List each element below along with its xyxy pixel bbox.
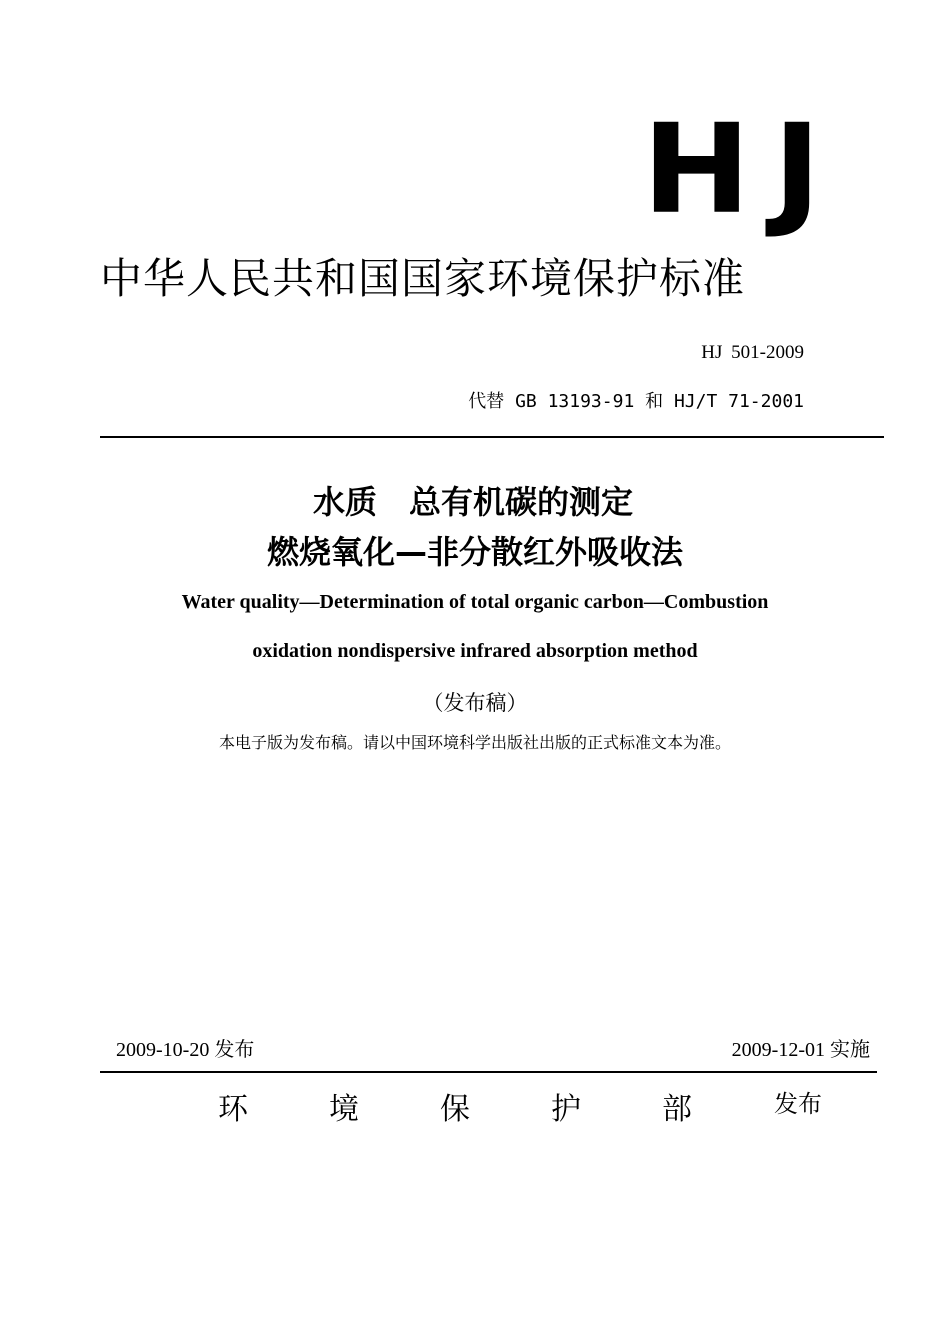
chinese-title-line-2: 燃烧氧化—非分散红外吸收法 — [266, 533, 683, 571]
hj-logo: HJ — [642, 96, 844, 242]
issuer-char: 境 — [329, 1092, 359, 1127]
draft-label: （发布稿） — [422, 691, 528, 715]
replaces-standards: 代替 GB 13193-91 和 HJ/T 71-2001 — [468, 391, 804, 412]
issuer-char: 部 — [662, 1092, 692, 1127]
issued-label: 发布 — [774, 1090, 822, 1118]
publish-date: 2009-10-20 发布 — [116, 1039, 255, 1061]
english-title-line-1: Water quality—Determination of total organic carbon—Combustion — [181, 591, 769, 613]
top-divider — [100, 436, 884, 438]
chinese-title-line-1: 水质 总有机碳的测定 — [312, 483, 633, 521]
national-standard-title: 中华人民共和国国家环境保护标准 — [100, 254, 746, 303]
issuing-authority — [218, 1090, 773, 1130]
issuer-char: 护 — [551, 1092, 581, 1127]
standard-number: HJ 501-2009 — [701, 342, 804, 363]
issuer-char: 环 — [218, 1092, 248, 1127]
bottom-divider — [100, 1071, 877, 1073]
issuer-char: 保 — [440, 1092, 470, 1127]
electronic-version-notice: 本电子版为发布稿。请以中国环境科学出版社出版的正式标准文本为准。 — [218, 733, 731, 752]
english-title-line-2: oxidation nondispersive infrared absorption method — [252, 640, 698, 662]
implement-date: 2009-12-01 实施 — [731, 1039, 870, 1061]
